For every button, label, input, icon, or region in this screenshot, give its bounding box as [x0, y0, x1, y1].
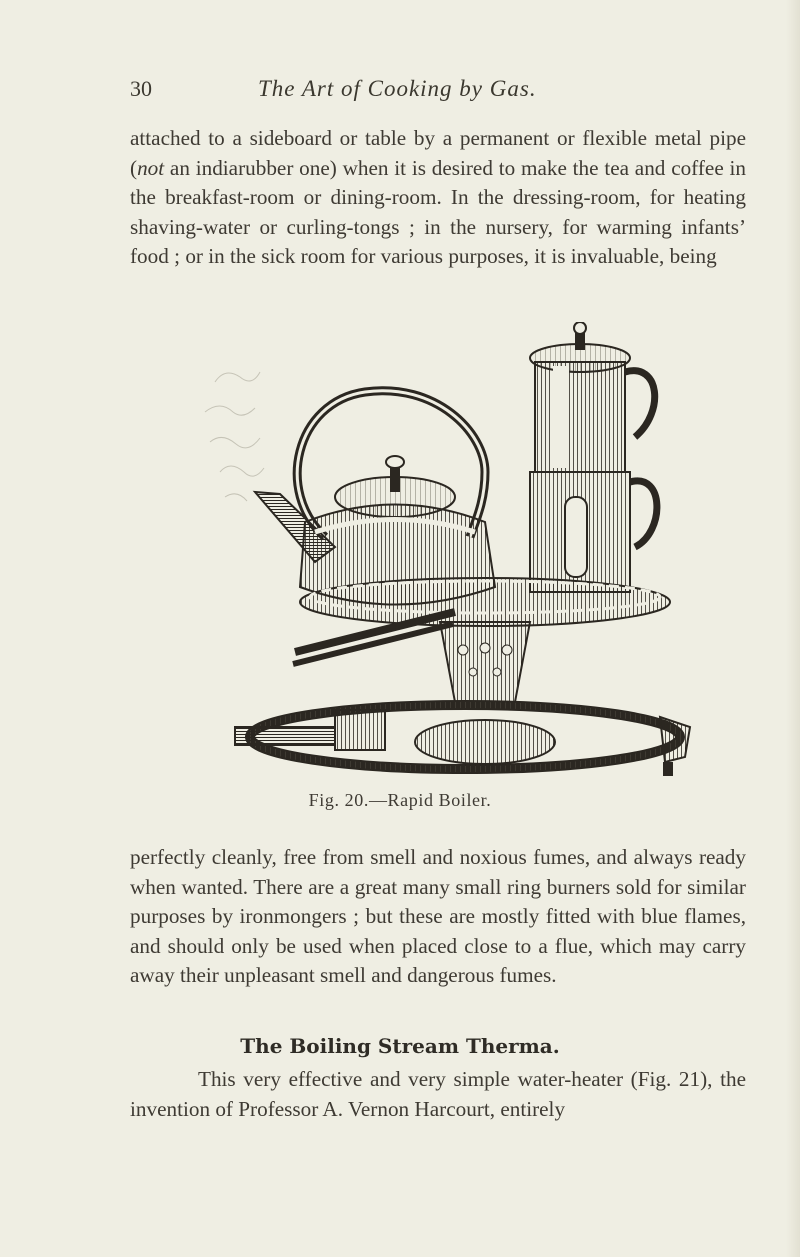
paragraph-3: This very effective and very simple water-heater (Fig. 21), the invention of Professor A. Vernon Harcourt, entirely — [130, 1067, 746, 1121]
burner-column — [440, 622, 530, 702]
ring-burner-base — [235, 705, 690, 776]
rapid-boiler-illustration — [185, 322, 710, 782]
paragraph-1-text-a: attached to a sideboard or table by a permanent or flexible metal pipe ( — [130, 126, 746, 180]
figure-caption: Fig. 20.—Rapid Boiler. — [308, 790, 492, 810]
page-number: 30 — [130, 76, 152, 101]
paragraph-1-text-b: an indiarubber one) when it is desired to make the tea and coffee in the breakfast-room or dining-room. In the dressing-room, for heating shaving-water or curling-tongs ; in the nursery, for warming infants’ food ; or in the sick room for various purposes, it is invaluable, being — [130, 155, 746, 268]
running-title: The Art of Cooking by Gas. — [258, 76, 537, 101]
page-edge — [786, 0, 800, 1257]
steam-icon — [205, 372, 264, 501]
coffee-pot — [530, 322, 657, 592]
page-header — [0, 76, 800, 110]
paragraph-1 — [130, 124, 746, 272]
paragraph-1-emphasis: not — [137, 155, 165, 180]
paragraph-2: perfectly cleanly, free from smell and noxious fumes, and always ready when wanted. There are a great many small ring burners sold for similar purposes by ironmongers ; but these are mostly fitted with blue flames, and should only be used when placed close to a flue, which may carry away their unpleasant smell and dangerous fumes. — [130, 845, 746, 987]
section-heading: The Boiling Stream Therma. — [240, 1034, 560, 1058]
